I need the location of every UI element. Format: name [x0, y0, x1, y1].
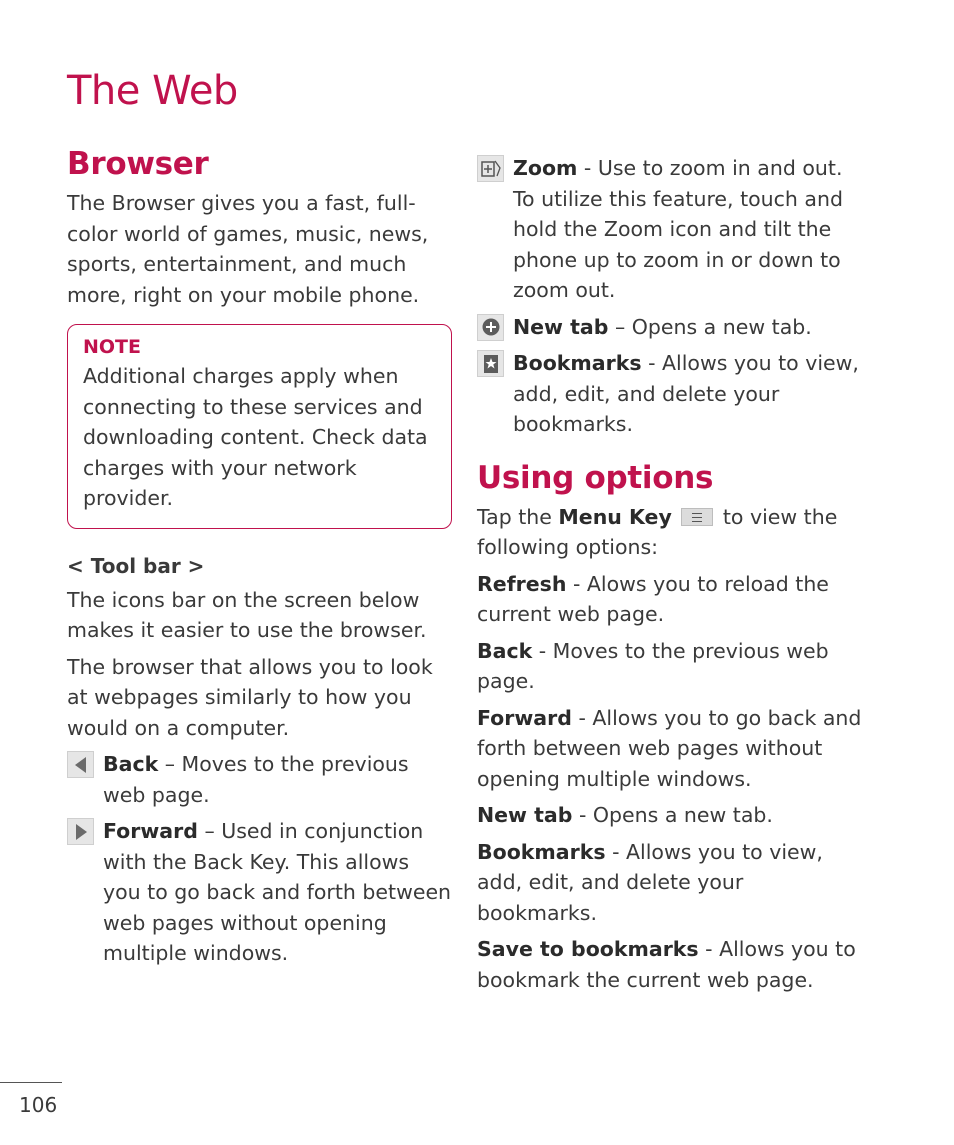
toolbar-para-2: The browser that allows you to look at webpages similarly to how you would on a computer. — [67, 654, 433, 740]
option-desc: - Allows you to view, add, edit, and delete your bookmarks. — [477, 839, 823, 925]
toolbar-item-new-tab — [477, 312, 867, 343]
option-item-refresh — [477, 569, 867, 630]
option-term: Forward — [477, 705, 572, 730]
toolbar-item-back — [67, 749, 452, 810]
toolbar-item-bookmarks — [477, 348, 867, 440]
toolbar-item-term: New tab — [513, 314, 609, 339]
left-column — [67, 146, 452, 975]
toolbar-item-desc: - Use to zoom in and out. To utilize this feature, touch and hold the Zoom icon and tilt the phone up to zoom in or down to zoom out. — [513, 156, 843, 302]
option-desc: - Allows you to go back and forth between web pages without opening multiple windows. — [477, 705, 862, 791]
toolbar-item-desc: - Allows you to view, add, edit, and delete your bookmarks. — [513, 351, 859, 436]
options-intro: Tap the Menu Key to view the following options: — [477, 504, 838, 559]
browser-heading: Browser — [67, 146, 209, 182]
page-title: The Web — [67, 68, 238, 114]
menu-key-icon — [681, 508, 713, 526]
toolbar-item-term: Zoom — [513, 156, 578, 180]
toolbar-para-1: The icons bar on the screen below makes it easier to use the browser. — [67, 587, 427, 642]
toolbar-item-term: Bookmarks — [513, 351, 642, 375]
toolbar-item-zoom — [477, 153, 867, 306]
back-arrow-icon — [67, 751, 94, 778]
option-term: Bookmarks — [477, 839, 606, 864]
toolbar-item-forward — [67, 816, 452, 969]
toolbar-item-term: Back — [103, 752, 159, 776]
toolbar-item-desc: – Moves to the previous web page. — [103, 752, 409, 807]
option-term: Back — [477, 638, 533, 663]
option-desc: - Opens a new tab. — [572, 803, 773, 827]
option-desc: - Alows you to reload the current web page. — [477, 571, 829, 626]
zoom-icon — [477, 155, 504, 182]
footer-rule — [0, 1082, 62, 1083]
option-item-new-tab — [477, 800, 867, 831]
right-column — [477, 153, 867, 1001]
menu-key-label: Menu Key — [558, 504, 672, 529]
option-item-bookmarks — [477, 837, 867, 929]
note-title: NOTE — [83, 336, 141, 358]
toolbar-item-desc: – Opens a new tab. — [608, 314, 812, 339]
note-text: Additional charges apply when connecting to these services and downloading content. Check data charges with your network provider. — [83, 364, 428, 510]
browser-intro: The Browser gives you a fast, full-color world of games, music, news, sports, entertainment, and much more, right on your mobile phone. — [67, 191, 429, 307]
page-number: 106 — [19, 1093, 58, 1117]
forward-arrow-icon — [67, 818, 94, 845]
option-item-back — [477, 636, 867, 697]
toolbar-item-term: Forward — [103, 819, 198, 843]
options-heading: Using options — [477, 459, 714, 496]
option-item-save-to-bookmarks — [477, 934, 867, 995]
new-tab-icon — [477, 314, 504, 341]
toolbar-item-desc: – Used in conjunction with the Back Key. This allows you to go back and forth between web pages without opening multiple windows. — [103, 819, 452, 965]
option-term: Save to bookmarks — [477, 937, 699, 961]
toolbar-heading: < Tool bar > — [67, 553, 205, 578]
option-desc: - Allows you to bookmark the current web page. — [477, 937, 856, 992]
note-box — [67, 324, 452, 529]
bookmark-star-icon — [477, 350, 504, 377]
option-term: New tab — [477, 803, 573, 827]
option-item-forward — [477, 703, 867, 795]
option-term: Refresh — [477, 571, 567, 596]
option-desc: - Moves to the previous web page. — [477, 638, 829, 693]
